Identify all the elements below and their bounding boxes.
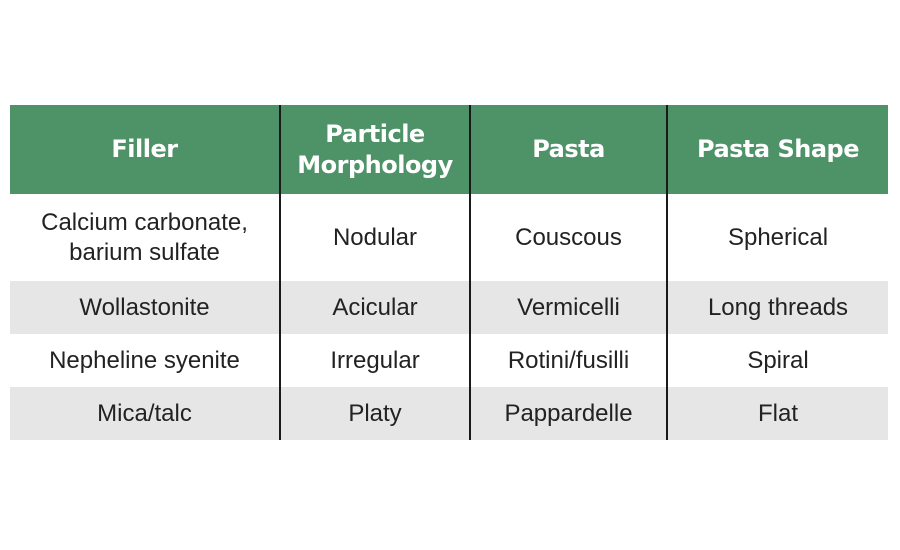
cell-pasta: Rotini/fusilli bbox=[470, 334, 667, 387]
cell-morphology: Platy bbox=[280, 387, 470, 440]
header-row bbox=[10, 105, 888, 194]
header-filler: Filler bbox=[10, 105, 280, 194]
table-row bbox=[10, 387, 888, 440]
table-row bbox=[10, 194, 888, 281]
header-particle-morphology: Particle Morphology bbox=[280, 105, 470, 194]
filler-pasta-comparison-table bbox=[10, 105, 888, 440]
cell-filler: Nepheline syenite bbox=[10, 334, 280, 387]
cell-morphology: Acicular bbox=[280, 281, 470, 334]
table-row bbox=[10, 334, 888, 387]
cell-pasta: Couscous bbox=[470, 194, 667, 281]
cell-filler: Mica/talc bbox=[10, 387, 280, 440]
cell-pasta: Vermicelli bbox=[470, 281, 667, 334]
cell-pasta-shape: Spherical bbox=[667, 194, 888, 281]
header-pasta-shape: Pasta Shape bbox=[667, 105, 888, 194]
cell-filler: Wollastonite bbox=[10, 281, 280, 334]
cell-filler: Calcium carbonate, barium sulfate bbox=[10, 194, 280, 281]
cell-morphology: Irregular bbox=[280, 334, 470, 387]
table-header bbox=[10, 105, 888, 194]
cell-morphology: Nodular bbox=[280, 194, 470, 281]
table-row bbox=[10, 281, 888, 334]
cell-pasta: Pappardelle bbox=[470, 387, 667, 440]
cell-pasta-shape: Spiral bbox=[667, 334, 888, 387]
cell-pasta-shape: Flat bbox=[667, 387, 888, 440]
header-pasta: Pasta bbox=[470, 105, 667, 194]
table-body bbox=[10, 194, 888, 440]
cell-pasta-shape: Long threads bbox=[667, 281, 888, 334]
